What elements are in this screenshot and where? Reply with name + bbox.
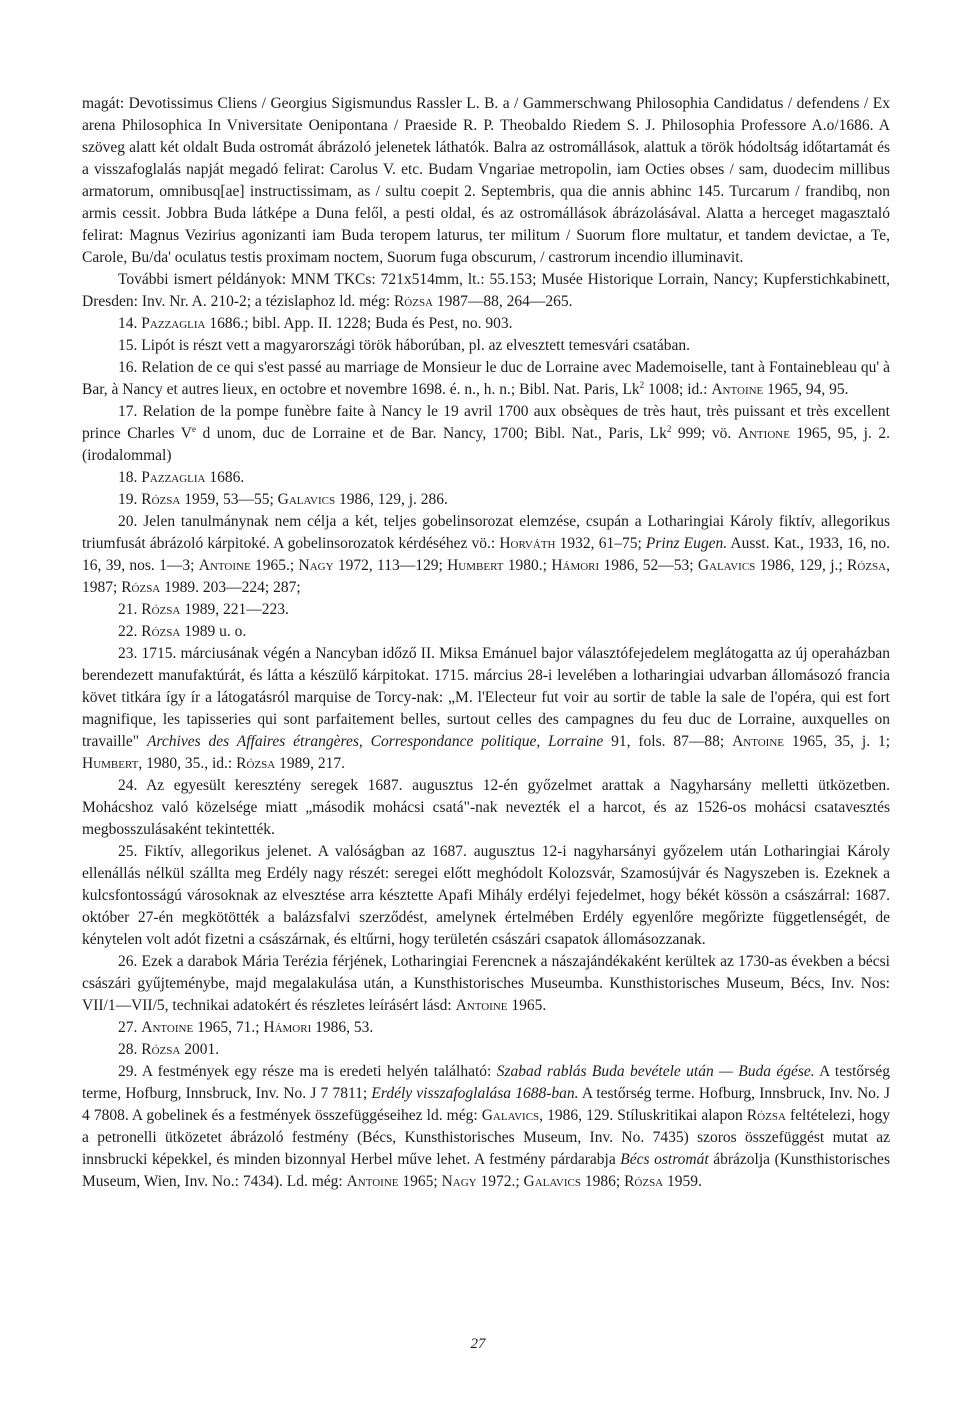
footnote-14: 14. Pazzaglia 1686.; bibl. App. II. 1228; Buda és Pest, no. 903. — [118, 315, 513, 332]
author-name: Nagy — [441, 1173, 477, 1190]
author-name: Rózsa — [141, 491, 181, 508]
italic-title: Archives des Affaires étrangères, Correspondance politique, Lorraine — [146, 733, 604, 750]
author-name: Antoine — [198, 557, 251, 574]
footnote-29: 29. A festmények egy része ma is eredeti helyén található: Szabad rablás Buda bevétele után — Buda égése. A testőrség terme, Hofburg, Innsbruck, Inv. No. J 7 7811; Erdély visszafoglalása 1688-ban. A testőrség terme. Hofburg, Innsbruck, Inv. No. J 4 7808. A gobelinek és a festmények összefüggéseihez ld. még: Galavics, 1986, 129. Stíluskritikai alapon Rózsa feltételezi, hogy a petronelli ütközetet ábrázoló festmény (Bécs, Kunsthistorisches Museum, Inv. No. 7435) szoros összefüggést mutat az innsbrucki képekkel, és minden bizonnyal Herbel műve lehet. A festmény párdarabja Bécs ostromát ábrázolja (Kunsthistorisches Museum, Wien, Inv. No.: 7434). Ld. még: Antoine 1965; Nagy 1972.; Galavics 1986; Rózsa 1959. — [82, 1063, 891, 1190]
author-name: Horváth — [499, 535, 556, 552]
author-name: Hámori — [263, 1019, 312, 1036]
author-name: Rózsa — [141, 623, 181, 640]
author-name: Rózsa — [141, 1041, 181, 1058]
italic-title: Prinz Eugen. — [645, 535, 728, 552]
footnotes-body — [82, 93, 890, 1193]
footnote-27: 27. Antoine 1965, 71.; Hámori 1986, 53. — [118, 1019, 374, 1036]
author-name: Humbert — [82, 755, 139, 772]
footnote-17: 17. Relation de la pompe funèbre faite à Nancy le 19 avril 1700 aux obsèques de très haut, très puissant et très excellent prince Charles Ve d unom, duc de Lorraine et de Bar. Nancy, 1700; Bibl. Nat., Paris, Lk$^2$ 999; vö. Antione 1965, 95, j. 2. (irodalommal) — [82, 403, 890, 464]
footnote-19: 19. Rózsa 1959, 53—55; Galavics 1986, 129, j. 286. — [118, 491, 448, 508]
author-name: Rózsa — [624, 1173, 664, 1190]
footnote-23: 23. 1715. márciusának végén a Nancyban időző II. Miksa Emánuel bajor választófejedelem meglátogatta az új operaházban berendezett manufaktúrát, és látta a készülő kárpitokat. 1715. március 28-i levelében a lotharingiai udvarban állomásozó francia követ titkára így ír a látogatásról marquise de Torcy-nak: „M. l'Electeur fut voir au sortir de table la sale de l'opéra, qui est fort magnifique, les tapisseries qui sont parfaitement belles, surtout celles des campagnes du feu duc de Lorraine, auxquelles on travaille" Archives des Affaires étrangères, Correspondance politique, Lorraine 91, fols. 87—88; Antoine 1965, 35, j. 1; Humbert, 1980, 35., id.: Rózsa 1989, 217. — [82, 645, 890, 772]
footnote-13-continuation: magát: Devotissimus Cliens / Georgius Sigismundus Rassler L. B. a / Gammerschwang Philosophia Candidatus / defendens / Ex arena Philosophica In Vniversitate Oenipontana / Praeside R. P. Theobaldo Riedem S. J. Philosophia Professore A.o/1686. A szöveg alatt két oldalt Buda ostromát ábrázoló jelenetek láthatók. Balra az ostromállások, alattuk a török hódoltság időtartamát és a visszafoglalás napját megadó felirat: Carolus V. etc. Budam Vngariae metropolin, iam Octies obses / sam, duodecim millibus armatorum, omnibusq[ae] instructissimam, as / sultu coepit 2. Septembris, qua die annis abhinc 145. Turcarum / frandibq, non armis cessit. Jobbra Buda látképe a Duna felől, a pesti oldal, és az ostromállások ábrázolásával. Alatta a herceget magasztaló felirat: Magnus Vezirius agonizanti iam Buda teropem laturus, ter militum / Suorum flore multatur, et tandem devictae, a Te, Carole, Bu/da' oculatus testis proximam noctem, Suorum fuga obscurum, / castrorum incendio illuminavit. — [82, 95, 890, 266]
footnote-28: 28. Rózsa 2001. — [118, 1041, 220, 1058]
footnote-20: 20. Jelen tanulmánynak nem célja a két, teljes gobelinsorozat elemzése, csupán a Lotharingiai Károly fiktív, allegorikus triumfusát ábrázoló kárpitoké. A gobelinsorozatok kérdéséhez vö.: Horváth 1932, 61–75; Prinz Eugen. Ausst. Kat., 1933, 16, no. 16, 39, nos. 1—3; Antoine 1965.; Nagy 1972, 113—129; Humbert 1980.; Hámori 1986, 52—53; Galavics 1986, 129, j.; Rózsa, 1987; Rózsa 1989. 203—224; 287; — [82, 513, 890, 596]
author-name: Galavics — [697, 557, 756, 574]
italic-title: Erdély visszafoglalása 1688-ban. — [371, 1085, 579, 1102]
italic-title: Bécs ostromát — [620, 1151, 709, 1168]
footnote-15: 15. Lipót is részt vett a magyarországi török háborúban, pl. az elvesztett temesvári csatában. — [118, 337, 691, 354]
author-name: Humbert — [447, 557, 504, 574]
footnote-25: 25. Fiktív, allegorikus jelenet. A valóságban az 1687. augusztus 12-i nagyharsányi győzelem után Lotharingiai Károly ellenállás nélkül szállta meg Erdély nagy részét: seregei előtt meghódolt Kolozsvár, Szamosújvár és Nagyszeben is. Ezeknek a kulcsfontosságú városoknak az elvesztése arra késztette Apafi Mihály erdélyi fejedelmet, hogy békét kössön a császárral: 1687. október 27-én megkötötték a balázsfalvi szerződést, amelynek értelmében Erdély egyenlőre megőrizte függetlenségét, de kénytelen volt adót fizetni a császárnak, és eltűrni, hogy területén császári csapatok állomásozzanak. — [82, 843, 890, 948]
author-name: Rózsa — [393, 293, 434, 310]
author-name: Antoine — [711, 381, 764, 398]
author-name: Antoine — [346, 1173, 399, 1190]
author-name: Antoine — [732, 733, 784, 750]
author-name: Hámori — [551, 557, 600, 574]
footnote-13-copies: További ismert példányok: MNM TKCs: 721x514mm, lt.: 55.153; Musée Historique Lorrain, Nancy; Kupferstichkabinett, Dresden: Inv. Nr. A. 210-2; a tézislaphoz ld. még: Rózsa 1987—88, 264—265. — [82, 271, 890, 310]
author-name: Pazzaglia — [141, 315, 206, 332]
footnote-16: 16. Relation de ce qui s'est passé au marriage de Monsieur le duc de Lorraine avec Mademoiselle, tant à Fontainebleau qu' à Bar, à Nancy et autres lieux, en octobre et novembre 1698. é. n., h. n.; Bibl. Nat. Paris, Lk$^2$ 1008; id.: Antoine 1965, 94, 95. — [82, 359, 890, 398]
italic-title: Szabad rablás Buda bevétele után — Buda égése. — [496, 1063, 815, 1080]
footnote-22: 22. Rózsa 1989 u. o. — [118, 623, 247, 640]
author-name: Rózsa — [141, 601, 181, 618]
author-name: Galavics — [523, 1173, 581, 1190]
footnote-24: 24. Az egyesült keresztény seregek 1687. augusztus 12-én győzelmet arattak a Nagyharsány melletti ütközetben. Mohácshoz való közelsége miatt „második mohácsi csatá"-nak nevezték el a harcot, és az 1526-os mohácsi csatavesztés megbosszulásaként tekintették. — [82, 777, 890, 838]
footnote-18: 18. Pazzaglia 1686. — [118, 469, 245, 486]
footnote-21: 21. Rózsa 1989, 221—223. — [118, 601, 289, 618]
author-name: Galavics — [277, 491, 336, 508]
author-name: Pazzaglia — [141, 469, 206, 486]
author-name: Nagy — [298, 557, 334, 574]
page-number: 27 — [470, 1336, 486, 1352]
author-name: Rózsa — [746, 1107, 786, 1124]
author-name: Antoine — [455, 997, 508, 1014]
author-name: Rózsa — [121, 579, 161, 596]
author-name: Antione — [737, 425, 790, 442]
author-name: Rózsa — [236, 755, 276, 772]
footnote-26: 26. Ezek a darabok Mária Terézia férjének, Lotharingiai Ferencnek a nászajándékaként kerültek az 1730-as években a bécsi császári gyűjteménybe, majd megalakulása után, a Kunsthistorisches Museumba. Kunsthistorisches Museum, Bécs, Inv. Nos: VII/1—VII/5, technikai adatokért és részletes leírásért lásd: Antoine 1965. — [82, 953, 890, 1014]
author-name: Antoine — [141, 1019, 194, 1036]
author-name: Rózsa — [847, 557, 887, 574]
author-name: Galavics — [481, 1107, 540, 1124]
